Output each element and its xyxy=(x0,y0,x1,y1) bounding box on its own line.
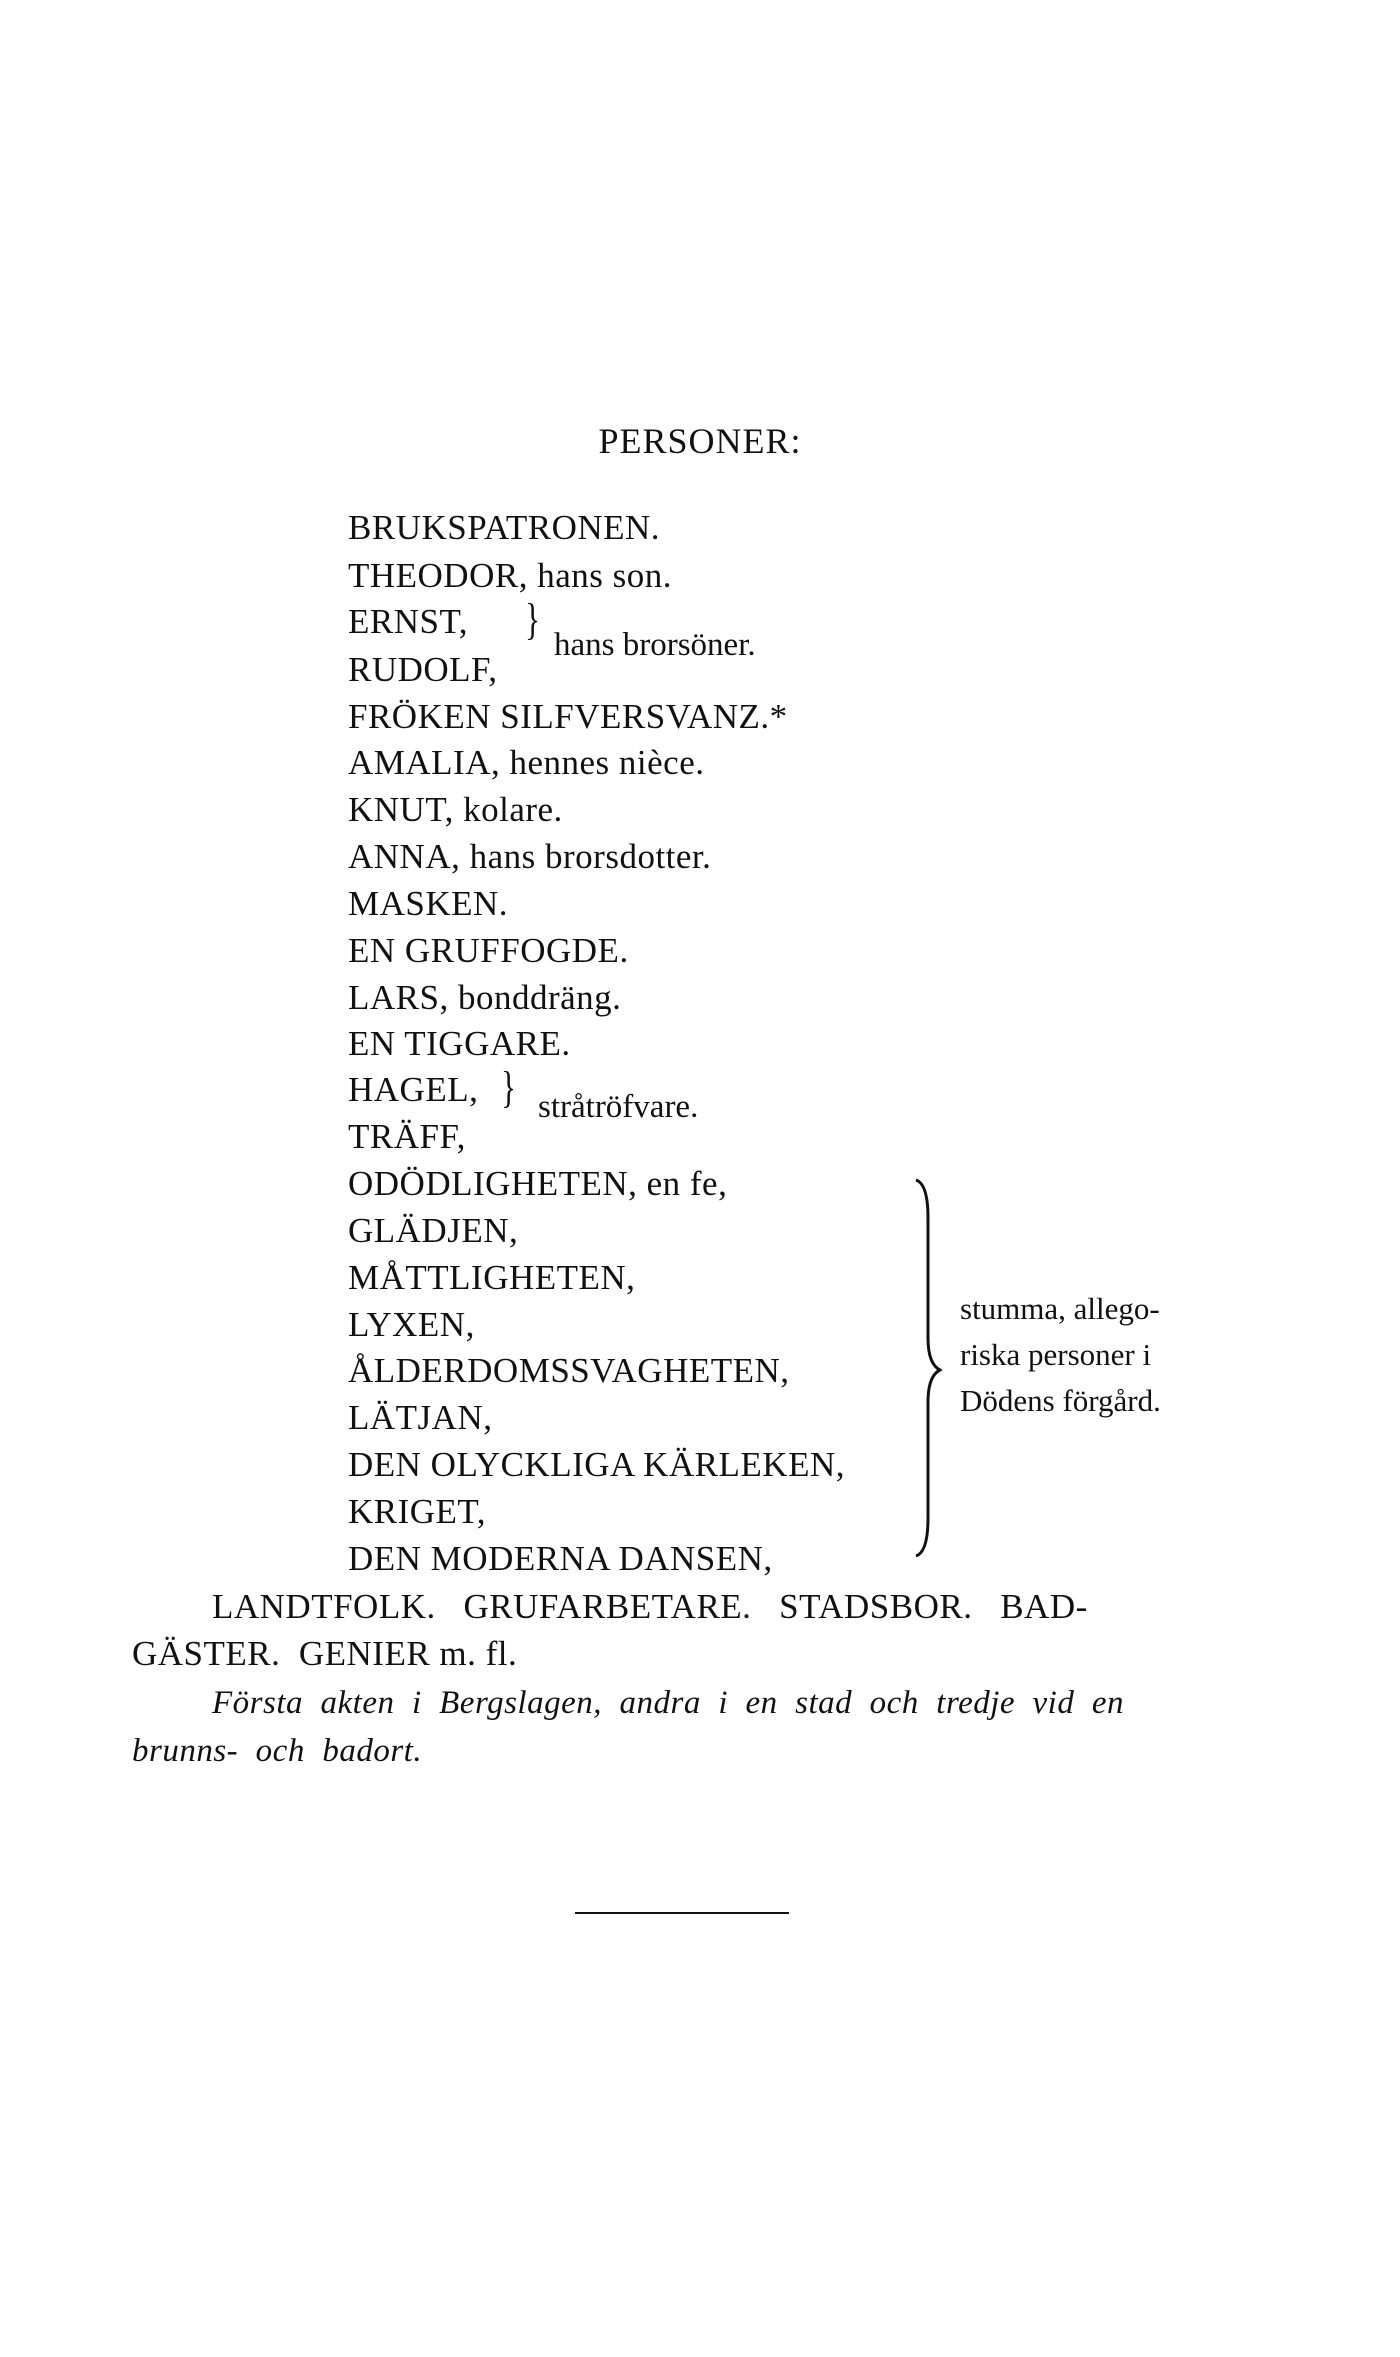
cast-entry: FRÖKEN SILFVERSVANZ.* xyxy=(348,697,788,736)
cast-entry: LYXEN, xyxy=(348,1305,475,1344)
cast-entry: KRIGET, xyxy=(348,1492,486,1531)
cast-entry: EN TIGGARE. xyxy=(348,1024,571,1063)
divider xyxy=(575,1912,789,1914)
cast-entry: MÅTTLIGHETEN, xyxy=(348,1258,636,1297)
brace-icon: } xyxy=(501,1063,516,1112)
cast-entry: LARS, bonddräng. xyxy=(348,978,622,1017)
cast-entry: AMALIA, hennes nièce. xyxy=(348,743,705,782)
cast-entry: LÄTJAN, xyxy=(348,1398,493,1437)
cast-entry: DEN OLYCKLIGA KÄRLEKEN, xyxy=(348,1445,845,1484)
cast-entry: ERNST, xyxy=(348,602,468,641)
cast-entry: MASKEN. xyxy=(348,884,509,923)
large-brace-icon xyxy=(912,1178,942,1558)
setting-line: brunns- och badort. xyxy=(132,1733,423,1769)
cast-entry: ANNA, hans brorsdotter. xyxy=(348,837,712,876)
group-note-allegorical-line: riska personer i xyxy=(960,1337,1152,1372)
cast-entry: EN GRUFFOGDE. xyxy=(348,931,629,970)
cast-entry: TRÄFF, xyxy=(348,1117,466,1156)
cast-entry: THEODOR, hans son. xyxy=(348,556,672,595)
cast-entry: BRUKSPATRONEN. xyxy=(348,508,661,547)
cast-entry: GLÄDJEN, xyxy=(348,1211,519,1250)
extras-line: GÄSTER. GENIER m. fl. xyxy=(132,1634,518,1673)
cast-entry: RUDOLF, xyxy=(348,650,498,689)
group-note-allegorical-line: stumma, allego- xyxy=(960,1291,1160,1326)
cast-entry: KNUT, kolare. xyxy=(348,790,563,829)
page-heading: PERSONER: xyxy=(598,421,802,461)
cast-entry: HAGEL, xyxy=(348,1070,479,1109)
brace-icon: } xyxy=(525,595,540,644)
group-note-allegorical-line: Dödens förgård. xyxy=(960,1383,1161,1418)
cast-entry: ÅLDERDOMSSVAGHETEN, xyxy=(348,1351,790,1390)
cast-entry: ODÖDLIGHETEN, en fe, xyxy=(348,1164,728,1203)
cast-entry: DEN MODERNA DANSEN, xyxy=(348,1539,773,1578)
group-note-vagrants: stråtröfvare. xyxy=(538,1089,699,1125)
extras-line: LANDTFOLK. GRUFARBETARE. STADSBOR. BAD- xyxy=(212,1587,1088,1626)
group-note-brothers: hans brorsöner. xyxy=(554,627,756,663)
setting-line: Första akten i Bergslagen, andra i en stad och tredje vid en xyxy=(212,1685,1124,1721)
